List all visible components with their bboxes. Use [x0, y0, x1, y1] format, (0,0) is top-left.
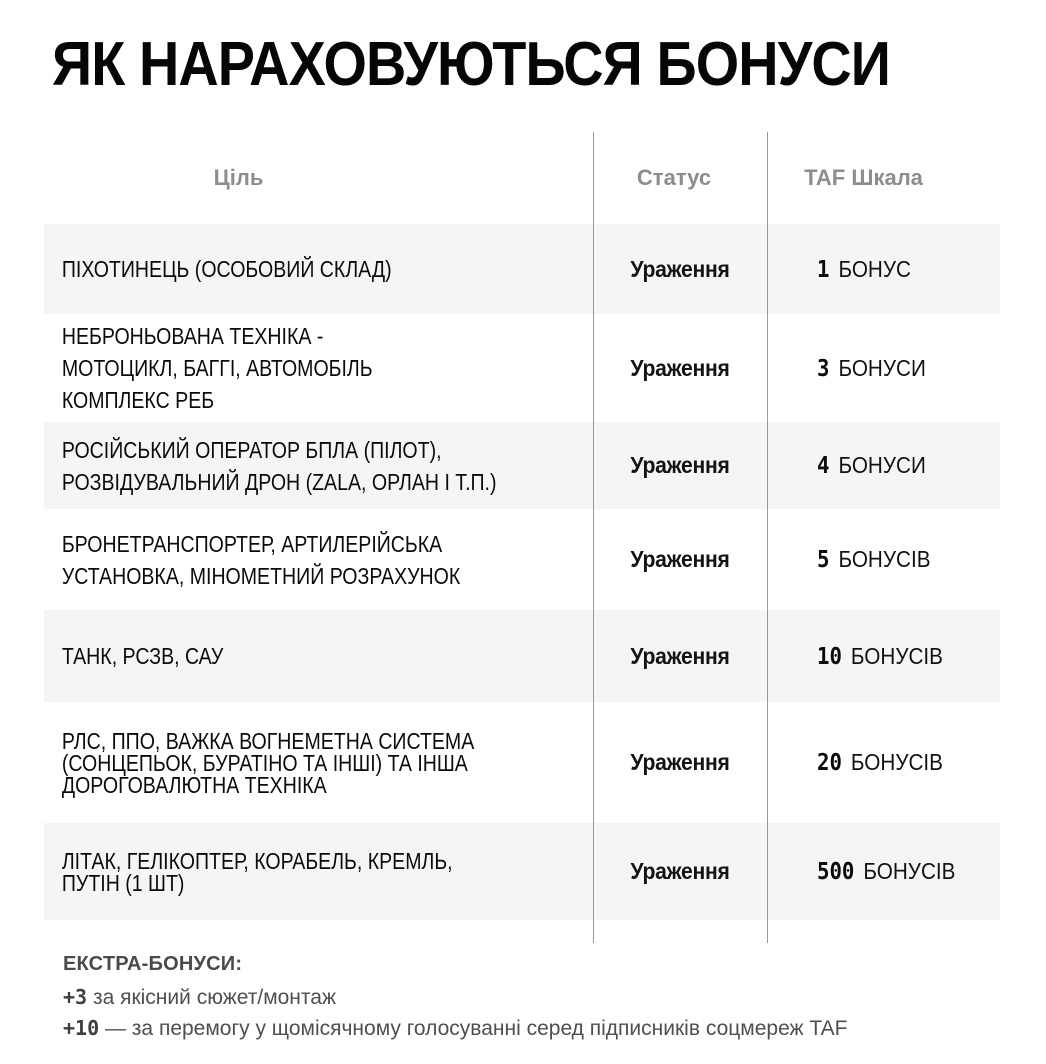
extra-bonus-line: [63, 1013, 848, 1044]
target-line: ТАНК, РСЗВ, САУ: [61, 643, 224, 669]
target-cell: [44, 314, 511, 422]
target-line: НЕБРОНЬОВАНА ТЕХНІКА -: [61, 323, 324, 349]
extra-bonuses-section: [63, 946, 848, 1044]
target-line: ЛІТАК, ГЕЛІКОПТЕР, КОРАБЕЛЬ, КРЕМЛЬ,: [61, 847, 453, 874]
extra-bonus-line: [63, 982, 848, 1013]
scale-cell: [767, 702, 1000, 823]
table-row: [44, 224, 1000, 314]
extra-bonus-text: — за перемогу у щомісячному голосуванні серед підписників соцмереж TAF: [104, 1017, 848, 1040]
target-line: МОТОЦИКЛ, БАГГІ, АВТОМОБІЛЬ: [61, 355, 373, 381]
scale-value: [817, 256, 911, 283]
bonus-unit: БОНУСИ: [838, 452, 926, 478]
status-text: Ураження: [630, 749, 730, 775]
table-row: [44, 823, 1000, 920]
bonus-number: 500: [817, 859, 855, 885]
status-text: Ураження: [630, 255, 730, 282]
header-status: Статус: [636, 165, 712, 190]
target-line: ДОРОГОВАЛЮТНА ТЕХНІКА: [61, 771, 327, 798]
target-line: РЛС, ППО, ВАЖКА ВОГНЕМЕТНА СИСТЕМА: [61, 727, 475, 754]
extra-bonus-prefix: +3: [63, 985, 88, 1009]
scale-cell: [767, 610, 1000, 702]
page-title: ЯК НАРАХОВУЮТЬСЯ БОНУСИ: [52, 30, 891, 99]
bonus-unit: БОНУСІВ: [863, 858, 956, 884]
table-header-row: [44, 132, 1000, 224]
header-target: Ціль: [213, 165, 264, 190]
table-row: [44, 314, 1000, 422]
header-scale: TAF Шкала: [804, 165, 923, 190]
scale-value: [817, 643, 943, 670]
scale-value: [817, 355, 926, 382]
bonus-number: 5: [817, 547, 830, 573]
target-cell: [44, 224, 511, 314]
column-divider: [593, 132, 594, 943]
scale-value: [817, 452, 926, 479]
status-text: Ураження: [630, 546, 730, 572]
scale-value: [817, 858, 955, 885]
scale-cell: [767, 422, 1000, 509]
bonus-unit: БОНУСИ: [838, 354, 926, 381]
target-cell: [44, 422, 511, 509]
status-text: Ураження: [630, 354, 730, 381]
target-line: БРОНЕТРАНСПОРТЕР, АРТИЛЕРІЙСЬКА: [61, 530, 443, 557]
table-row: [44, 610, 1000, 702]
table-row: [44, 509, 1000, 610]
target-cell: [44, 610, 511, 702]
target-cell: [44, 823, 511, 920]
scale-cell: [767, 224, 1000, 314]
scale-cell: [767, 314, 1000, 422]
bonus-number: 20: [817, 750, 842, 776]
status-text: Ураження: [630, 452, 730, 478]
target-line: УСТАНОВКА, МІНОМЕТНИЙ РОЗРАХУНОК: [61, 562, 461, 589]
target-line: ПІХОТИНЕЦЬ (ОСОБОВИЙ СКЛАД): [61, 256, 392, 282]
status-cell: [600, 702, 760, 823]
target-line: КОМПЛЕКС РЕБ: [61, 387, 215, 413]
target-line: РОЗВІДУВАЛЬНИЙ ДРОН (ZALA, ОРЛАН І Т.П.): [61, 468, 497, 495]
table-body: [44, 224, 1000, 920]
target-cell: [44, 702, 511, 823]
status-text: Ураження: [630, 642, 730, 669]
scale-value: [817, 546, 931, 573]
status-cell: [600, 509, 760, 610]
status-cell: [600, 224, 760, 314]
extra-bonus-prefix: +10: [63, 1016, 100, 1040]
extra-bonus-text: за якісний сюжет/монтаж: [92, 986, 337, 1009]
target-line: (СОНЦЕПЬОК, БУРАТІНО ТА ІНШІ) ТА ІНША: [61, 749, 468, 776]
bonus-unit: БОНУС: [838, 255, 911, 282]
table-row: [44, 422, 1000, 509]
status-text: Ураження: [630, 858, 730, 884]
scale-cell: [767, 823, 1000, 920]
bonus-unit: БОНУСІВ: [850, 642, 943, 669]
bonus-table: [44, 132, 1000, 920]
status-cell: [600, 610, 760, 702]
bonus-number: 10: [817, 643, 842, 670]
status-cell: [600, 314, 760, 422]
bonus-number: 1: [817, 256, 830, 283]
column-divider: [767, 132, 768, 943]
bonus-number: 4: [817, 453, 830, 479]
extra-bonuses-lines: [63, 982, 848, 1044]
scale-value: [817, 749, 943, 776]
target-line: РОСІЙСЬКИЙ ОПЕРАТОР БПЛА (ПІЛОТ),: [61, 436, 442, 463]
target-line: ПУТІН (1 ШТ): [61, 869, 185, 896]
status-cell: [600, 823, 760, 920]
bonus-number: 3: [817, 355, 830, 382]
status-cell: [600, 422, 760, 509]
extra-bonuses-heading: ЕКСТРА-БОНУСИ:: [63, 953, 243, 975]
scale-cell: [767, 509, 1000, 610]
target-cell: [44, 509, 511, 610]
table-row: [44, 702, 1000, 823]
bonus-unit: БОНУСІВ: [850, 749, 943, 775]
bonus-unit: БОНУСІВ: [838, 546, 931, 572]
